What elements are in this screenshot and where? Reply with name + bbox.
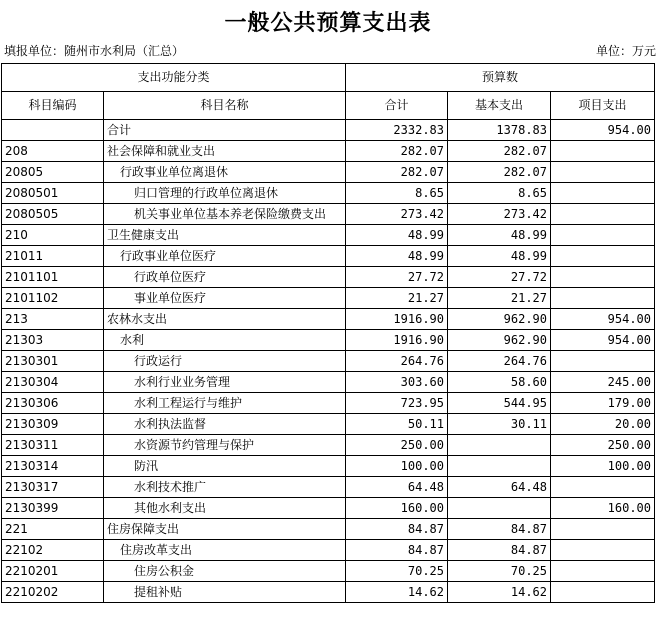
row-code: 2130301 <box>2 351 104 372</box>
row-name: 水利执法监督 <box>104 414 346 435</box>
row-project: 954.00 <box>551 309 655 330</box>
row-code: 2130309 <box>2 414 104 435</box>
row-project: 179.00 <box>551 393 655 414</box>
row-name: 住房保障支出 <box>104 519 346 540</box>
table-row <box>2 309 655 330</box>
row-project: 250.00 <box>551 435 655 456</box>
table-row <box>2 435 655 456</box>
table-row <box>2 393 655 414</box>
page-title: 一般公共预算支出表 <box>224 10 432 36</box>
header-code: 科目编码 <box>2 92 104 120</box>
row-project: 245.00 <box>551 372 655 393</box>
row-name: 行政事业单位离退休 <box>104 162 346 183</box>
row-basic: 282.07 <box>448 162 551 183</box>
row-project <box>551 225 655 246</box>
row-basic: 58.60 <box>448 372 551 393</box>
row-total: 14.62 <box>346 582 448 603</box>
row-code: 2130314 <box>2 456 104 477</box>
table-row <box>2 456 655 477</box>
row-code: 2101102 <box>2 288 104 309</box>
row-basic: 30.11 <box>448 414 551 435</box>
row-code: 2130317 <box>2 477 104 498</box>
row-project: 954.00 <box>551 120 655 141</box>
row-name: 机关事业单位基本养老保险缴费支出 <box>104 204 346 225</box>
row-basic <box>448 498 551 519</box>
table-row <box>2 540 655 561</box>
row-total: 250.00 <box>346 435 448 456</box>
table-row <box>2 120 655 141</box>
row-name: 行政运行 <box>104 351 346 372</box>
row-total: 1916.90 <box>346 309 448 330</box>
row-total: 282.07 <box>346 162 448 183</box>
row-project <box>551 582 655 603</box>
table-row <box>2 162 655 183</box>
row-project <box>551 183 655 204</box>
row-project <box>551 162 655 183</box>
header-total: 合计 <box>346 92 448 120</box>
row-project <box>551 540 655 561</box>
row-code: 210 <box>2 225 104 246</box>
row-total: 2332.83 <box>346 120 448 141</box>
row-code: 2210202 <box>2 582 104 603</box>
row-name: 住房改革支出 <box>104 540 346 561</box>
header-basic: 基本支出 <box>448 92 551 120</box>
row-total: 21.27 <box>346 288 448 309</box>
row-project <box>551 267 655 288</box>
row-code: 2080505 <box>2 204 104 225</box>
row-name: 水利行业业务管理 <box>104 372 346 393</box>
row-total: 50.11 <box>346 414 448 435</box>
row-basic: 64.48 <box>448 477 551 498</box>
row-code: 2210201 <box>2 561 104 582</box>
row-basic: 21.27 <box>448 288 551 309</box>
row-code: 22102 <box>2 540 104 561</box>
row-name: 归口管理的行政单位离退休 <box>104 183 346 204</box>
row-name: 行政单位医疗 <box>104 267 346 288</box>
row-basic: 282.07 <box>448 141 551 162</box>
row-project <box>551 477 655 498</box>
row-code: 2101101 <box>2 267 104 288</box>
row-total: 273.42 <box>346 204 448 225</box>
row-basic: 27.72 <box>448 267 551 288</box>
currency-unit: 单位：万元 <box>595 44 656 58</box>
row-basic: 48.99 <box>448 225 551 246</box>
row-total: 264.76 <box>346 351 448 372</box>
budget-table <box>1 63 655 603</box>
header-project: 项目支出 <box>551 92 655 120</box>
row-basic: 264.76 <box>448 351 551 372</box>
row-code: 21303 <box>2 330 104 351</box>
row-code: 21011 <box>2 246 104 267</box>
row-name: 其他水利支出 <box>104 498 346 519</box>
row-total: 48.99 <box>346 246 448 267</box>
table-row <box>2 498 655 519</box>
row-total: 160.00 <box>346 498 448 519</box>
row-code: 213 <box>2 309 104 330</box>
row-project: 20.00 <box>551 414 655 435</box>
row-basic <box>448 435 551 456</box>
row-total: 1916.90 <box>346 330 448 351</box>
row-name: 社会保障和就业支出 <box>104 141 346 162</box>
reporting-unit: 填报单位：随州市水利局（汇总） <box>4 44 185 58</box>
table-row <box>2 183 655 204</box>
row-basic: 962.90 <box>448 330 551 351</box>
row-basic <box>448 456 551 477</box>
row-project <box>551 351 655 372</box>
row-total: 282.07 <box>346 141 448 162</box>
table-row <box>2 582 655 603</box>
row-basic: 1378.83 <box>448 120 551 141</box>
header-category: 支出功能分类 <box>2 64 346 92</box>
table-row <box>2 225 655 246</box>
row-total: 8.65 <box>346 183 448 204</box>
row-basic: 8.65 <box>448 183 551 204</box>
row-project: 100.00 <box>551 456 655 477</box>
row-name: 防汛 <box>104 456 346 477</box>
row-total: 303.60 <box>346 372 448 393</box>
row-basic: 84.87 <box>448 540 551 561</box>
table-row <box>2 351 655 372</box>
header-budget: 预算数 <box>346 64 655 92</box>
row-basic: 70.25 <box>448 561 551 582</box>
table-row <box>2 414 655 435</box>
row-name: 水利 <box>104 330 346 351</box>
row-project <box>551 288 655 309</box>
row-code: 2080501 <box>2 183 104 204</box>
row-total: 27.72 <box>346 267 448 288</box>
row-code: 20805 <box>2 162 104 183</box>
row-code <box>2 120 104 141</box>
table-row <box>2 267 655 288</box>
row-code: 208 <box>2 141 104 162</box>
row-basic: 962.90 <box>448 309 551 330</box>
row-code: 2130399 <box>2 498 104 519</box>
table-row <box>2 141 655 162</box>
table-row <box>2 246 655 267</box>
row-basic: 14.62 <box>448 582 551 603</box>
table-row <box>2 204 655 225</box>
row-total: 84.87 <box>346 540 448 561</box>
row-total: 100.00 <box>346 456 448 477</box>
row-project: 160.00 <box>551 498 655 519</box>
row-project <box>551 204 655 225</box>
table-row <box>2 477 655 498</box>
row-basic: 48.99 <box>448 246 551 267</box>
row-project: 954.00 <box>551 330 655 351</box>
header-name: 科目名称 <box>104 92 346 120</box>
row-name: 卫生健康支出 <box>104 225 346 246</box>
row-code: 2130306 <box>2 393 104 414</box>
row-project <box>551 141 655 162</box>
row-code: 2130304 <box>2 372 104 393</box>
table-row <box>2 561 655 582</box>
row-basic: 84.87 <box>448 519 551 540</box>
row-total: 84.87 <box>346 519 448 540</box>
row-basic: 273.42 <box>448 204 551 225</box>
table-row <box>2 372 655 393</box>
row-name: 合计 <box>104 120 346 141</box>
row-name: 水利工程运行与维护 <box>104 393 346 414</box>
table-body <box>2 120 655 603</box>
row-name: 住房公积金 <box>104 561 346 582</box>
row-name: 行政事业单位医疗 <box>104 246 346 267</box>
row-project <box>551 561 655 582</box>
row-total: 48.99 <box>346 225 448 246</box>
row-name: 事业单位医疗 <box>104 288 346 309</box>
row-name: 水利技术推广 <box>104 477 346 498</box>
row-name: 提租补贴 <box>104 582 346 603</box>
row-project <box>551 519 655 540</box>
row-total: 723.95 <box>346 393 448 414</box>
row-total: 70.25 <box>346 561 448 582</box>
row-name: 农林水支出 <box>104 309 346 330</box>
row-code: 2130311 <box>2 435 104 456</box>
row-project <box>551 246 655 267</box>
row-basic: 544.95 <box>448 393 551 414</box>
row-code: 221 <box>2 519 104 540</box>
table-row <box>2 288 655 309</box>
row-total: 64.48 <box>346 477 448 498</box>
row-name: 水资源节约管理与保护 <box>104 435 346 456</box>
table-row <box>2 519 655 540</box>
table-row <box>2 330 655 351</box>
